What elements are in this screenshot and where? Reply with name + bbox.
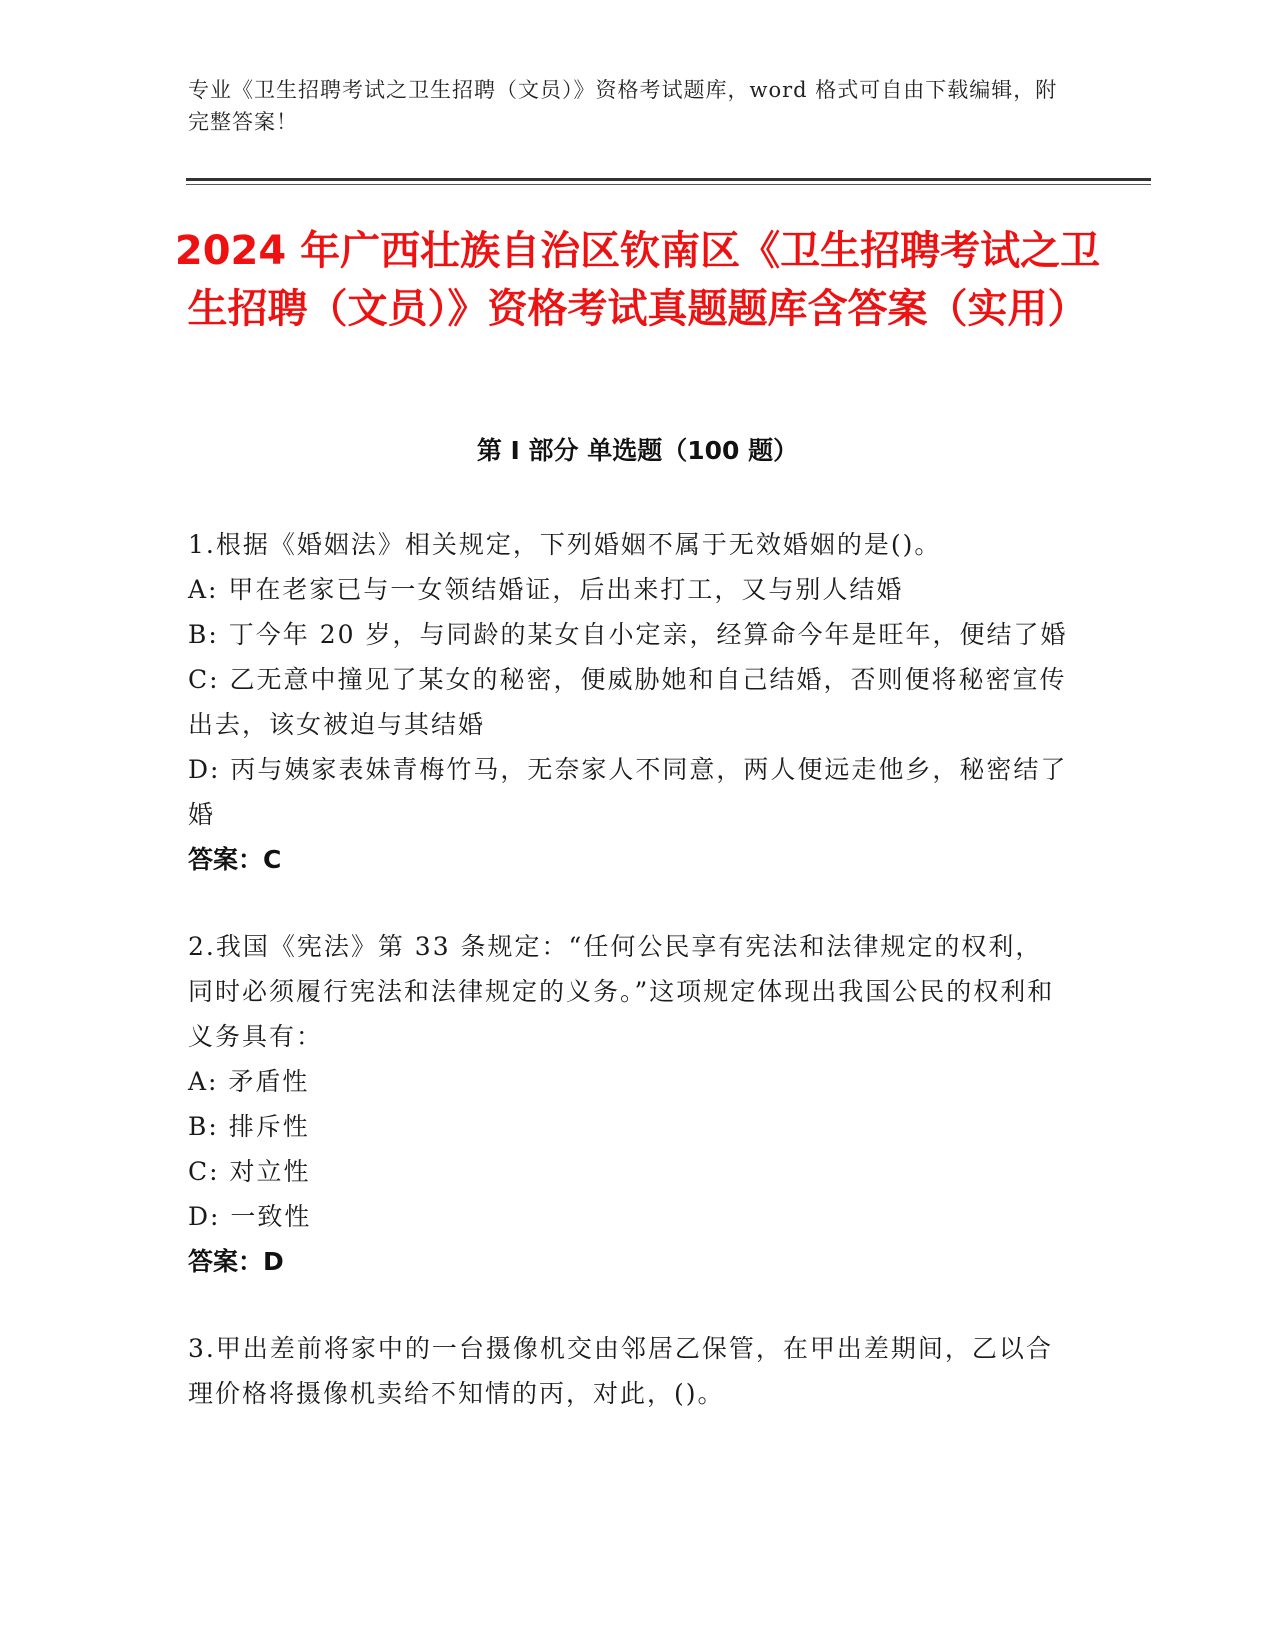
header-divider-thin [186,184,1151,185]
question-stem: 3.甲出差前将家中的一台摄像机交由邻居乙保管，在甲出差期间，乙以合理价格将摄像机卖给不知情的丙，对此，()。 [188,1334,1053,1408]
option-b: B: 丁今年 20 岁，与同龄的某女自小定亲，经算命今年是旺年，便结了婚 [188,620,1068,649]
question-list [188,522,1068,1458]
option-c: C: 乙无意中撞见了某女的秘密，便威胁她和自己结婚，否则便将秘密宣传出去，该女被迫与其结婚 [188,665,1067,739]
document-title: 2024 年广西壮族自治区钦南区《卫生招聘考试之卫生招聘（文员）》资格考试真题题库含答案（实用） [174,228,1101,332]
answer: 答案：D [188,1247,284,1276]
header-note: 专业《卫生招聘考试之卫生招聘（文员）》资格考试题库，word 格式可自由下载编辑，附完整答案！ [188,78,1058,134]
question-3 [188,1326,1068,1416]
header-divider-thick [186,178,1151,181]
option-d: D: 一致性 [188,1202,312,1231]
section-heading: 第 I 部分 单选题（100 题） [476,436,799,465]
question-stem: 1.根据《婚姻法》相关规定，下列婚姻不属于无效婚姻的是()。 [188,530,942,559]
option-a: A: 甲在老家已与一女领结婚证，后出来打工，又与别人结婚 [188,575,904,604]
option-b: B: 排斥性 [188,1112,310,1141]
answer: 答案：C [188,845,282,874]
question-stem: 2.我国《宪法》第 33 条规定：“任何公民享有宪法和法律规定的权利，同时必须履行宪法和法律规定的义务。”这项规定体现出我国公民的权利和义务具有： [188,932,1055,1051]
question-2 [188,924,1068,1284]
question-1 [188,522,1068,882]
option-a: A: 矛盾性 [188,1067,310,1096]
option-c: C: 对立性 [188,1157,311,1186]
option-d: D: 丙与姨家表妹青梅竹马，无奈家人不同意，两人便远走他乡，秘密结了婚 [188,755,1068,829]
